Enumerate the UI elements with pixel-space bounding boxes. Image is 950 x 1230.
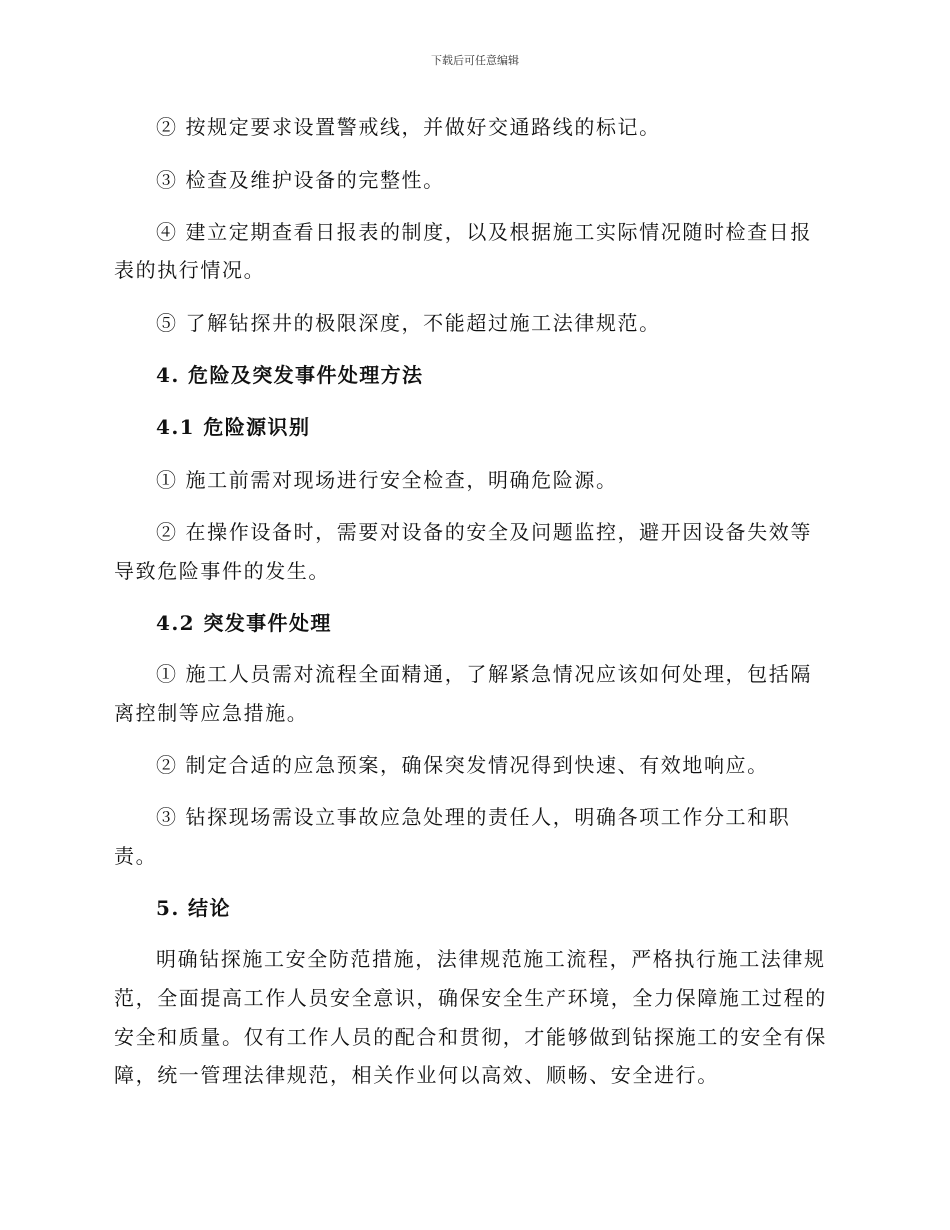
section-heading: 5. 结论 [156, 896, 231, 920]
list-item: ① 施工前需对现场进行安全检查，明确危险源。 [156, 468, 618, 492]
list-item: ④ 建立定期查看日报表的制度，以及根据施工实际情况随时检查日报 [156, 220, 812, 244]
subsection-heading: 4.2 突发事件处理 [156, 611, 332, 635]
subsection-heading: 4.1 危险源识别 [156, 415, 311, 439]
section-heading: 4. 危险及突发事件处理方法 [156, 363, 424, 387]
list-item: ⑤ 了解钻探井的极限深度，不能超过施工法律规范。 [156, 311, 661, 335]
list-item: ② 在操作设备时，需要对设备的安全及问题监控，避开因设备失效等 [156, 520, 812, 544]
paragraph-line: 明确钻探施工安全防范措施，法律规范施工流程，严格执行施工法律规 [156, 947, 826, 971]
list-item-continuation: 导致危险事件的发生。 [114, 559, 330, 583]
list-item: ② 制定合适的应急预案，确保突发情况得到快速、有效地响应。 [156, 753, 769, 777]
list-item-continuation: 责。 [114, 844, 158, 868]
paragraph-line: 障，统一管理法律规范，相关作业何以高效、顺畅、安全进行。 [114, 1063, 719, 1087]
paragraph-line: 范，全面提高工作人员安全意识，确保安全生产环境，全力保障施工过程的 [114, 986, 827, 1010]
list-item-continuation: 表的执行情况。 [114, 258, 266, 282]
list-item-continuation: 离控制等应急措施。 [114, 701, 309, 725]
paragraph-line: 安全和质量。仅有工作人员的配合和贯彻，才能够做到钻探施工的安全有保 [114, 1025, 827, 1049]
list-item: ② 按规定要求设置警戒线，并做好交通路线的标记。 [156, 115, 661, 139]
page-header: 下载后可任意编辑 [431, 54, 519, 67]
list-item: ③ 检查及维护设备的完整性。 [156, 168, 445, 192]
list-item: ① 施工人员需对流程全面精通，了解紧急情况应该如何处理，包括隔 [156, 662, 812, 686]
list-item: ③ 钻探现场需设立事故应急处理的责任人，明确各项工作分工和职 [156, 805, 791, 829]
